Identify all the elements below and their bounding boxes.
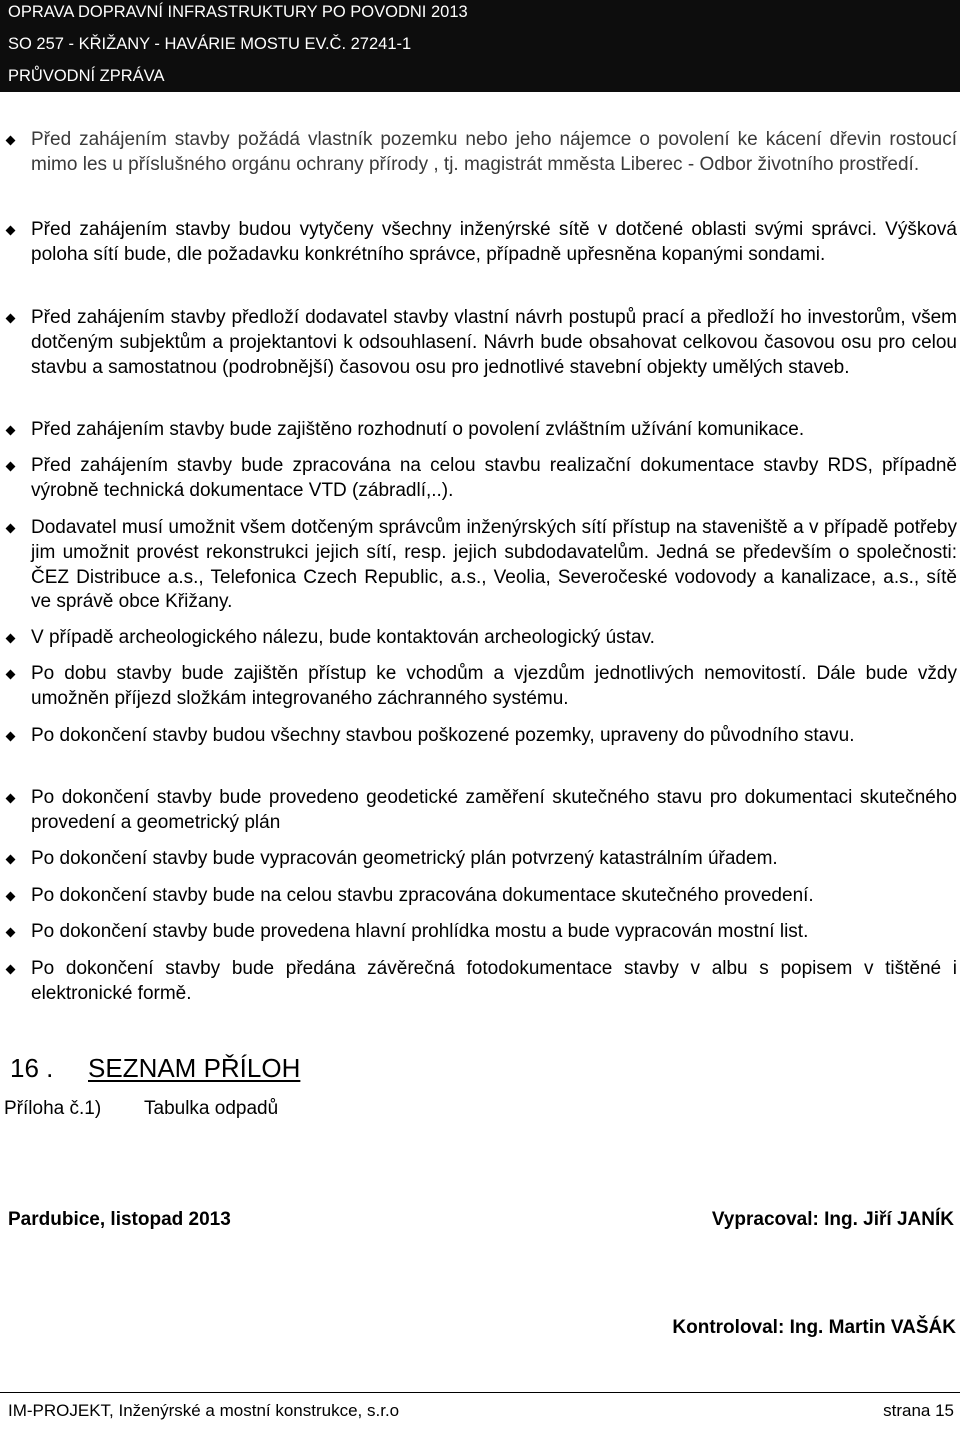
list-item: Po dokončení stavby bude na celou stavbu zpracována dokumentace skutečného provedení. <box>31 884 957 909</box>
bullet-diamond-icon <box>6 965 16 975</box>
footer-company: IM-PROJEKT, Inženýrské a mostní konstrukce, s.r.o <box>8 1401 400 1420</box>
checked-by: Kontroloval: Ing. Martin VAŠÁK <box>672 1317 956 1338</box>
place-date: Pardubice, listopad 2013 <box>8 1209 231 1230</box>
bullet-diamond-icon <box>6 855 16 865</box>
header-object-title: SO 257 - KŘIŽANY - HAVÁRIE MOSTU EV.Č. 27241-1 <box>8 35 412 53</box>
list-item: Před zahájením stavby předloží dodavatel stavby vlastní návrh postupů prací a předloží ho investorům, všem dotčeným subjektům a projektantovi k odsouhlasení. Návrh bude obsahovat celkovou časovou osu pro celou stavbu a samostatnou (podrobnější) časovou osu pro jednotlivé stavební objekty umělých staveb. <box>31 306 957 380</box>
section-heading <box>10 1052 300 1084</box>
bullet-diamond-icon <box>6 794 16 804</box>
list-item: Po dobu stavby bude zajištěn přístup ke vchodům a vjezdům jednotlivých nemovitostí. Dále bude vždy umožněn příjezd složkám integrovaného záchranného systému. <box>31 662 957 712</box>
list-item: Po dokončení stavby bude předána závěrečná fotodokumentace stavby v albu s popisem v tištěné i elektronické formě. <box>31 957 957 1007</box>
bullet-diamond-icon <box>6 892 16 902</box>
list-item: Po dokončení stavby bude provedeno geodetické zaměření skutečného stavu pro dokumentaci skutečného provedení a geometrický plán <box>31 786 957 836</box>
attachment-entry <box>4 1096 278 1122</box>
bullet-diamond-icon <box>6 634 16 644</box>
list-item: Před zahájením stavby bude zajištěno rozhodnutí o povolení zvláštním užívání komunikace. <box>31 418 957 443</box>
footer-page-number: strana 15 <box>883 1401 954 1420</box>
list-item: Po dokončení stavby budou všechny stavbou poškozené pozemky, upraveny do původního stavu. <box>31 724 957 749</box>
attachment-title: Tabulka odpadů <box>144 1098 279 1119</box>
bullet-diamond-icon <box>6 524 16 534</box>
bullet-diamond-icon <box>6 670 16 680</box>
bullet-diamond-icon <box>6 732 16 742</box>
bullet-diamond-icon <box>6 314 16 324</box>
bullet-diamond-icon <box>6 462 16 472</box>
header-document-type: PRŮVODNÍ ZPRÁVA <box>8 67 165 85</box>
page-header <box>0 0 960 92</box>
section-title: SEZNAM PŘÍLOH <box>88 1053 301 1083</box>
bullet-diamond-icon <box>6 226 16 236</box>
header-project-title: OPRAVA DOPRAVNÍ INFRASTRUKTURY PO POVODNI 2013 <box>8 3 468 21</box>
list-item: Po dokončení stavby bude provedena hlavní prohlídka mostu a bude vypracován mostní list. <box>31 920 957 945</box>
list-item: Dodavatel musí umožnit všem dotčeným správcům inženýrských sítí přístup na staveniště a v případě potřeby jim umožnit provést rekonstrukci jejich sítí, resp. jejich subdodavatelům. Jedná se především o společnosti: ČEZ Distribuce a.s., Telefonica Czech Republic, a.s., Veolia, Severočeské vodovody a kanalizace, a.s., sítě ve správě obce Křižany. <box>31 516 957 615</box>
list-item: V případě archeologického nálezu, bude kontaktován archeologický ústav. <box>31 626 957 651</box>
list-item: Před zahájením stavby budou vytyčeny všechny inženýrské sítě v dotčené oblasti svými správci. Výšková poloha sítí bude, dle požadavku konkrétního správce, případně upřesněna kopanými sondami. <box>31 218 957 268</box>
bullet-diamond-icon <box>6 928 16 938</box>
prepared-by: Vypracoval: Ing. Jiří JANÍK <box>711 1209 954 1230</box>
page-footer <box>0 1392 960 1430</box>
attachment-ref: Příloha č.1) <box>4 1098 102 1119</box>
bullet-diamond-icon <box>6 136 16 146</box>
list-item: Před zahájením stavby bude zpracována na celou stavbu realizační dokumentace stavby RDS, případně výrobně technická dokumentace VTD (zábradlí,..). <box>31 454 957 504</box>
bullet-diamond-icon <box>6 426 16 436</box>
list-item: Před zahájením stavby požádá vlastník pozemku nebo jeho nájemce o povolení ke kácení dřevin rostoucí mimo les u příslušného orgánu ochrany přírody , tj. magistrát mměsta Liberec - Odbor životního prostředí. <box>31 128 957 178</box>
section-number: 16 . <box>10 1053 54 1083</box>
list-item: Po dokončení stavby bude vypracován geometrický plán potvrzený katastrálním úřadem. <box>31 847 957 872</box>
